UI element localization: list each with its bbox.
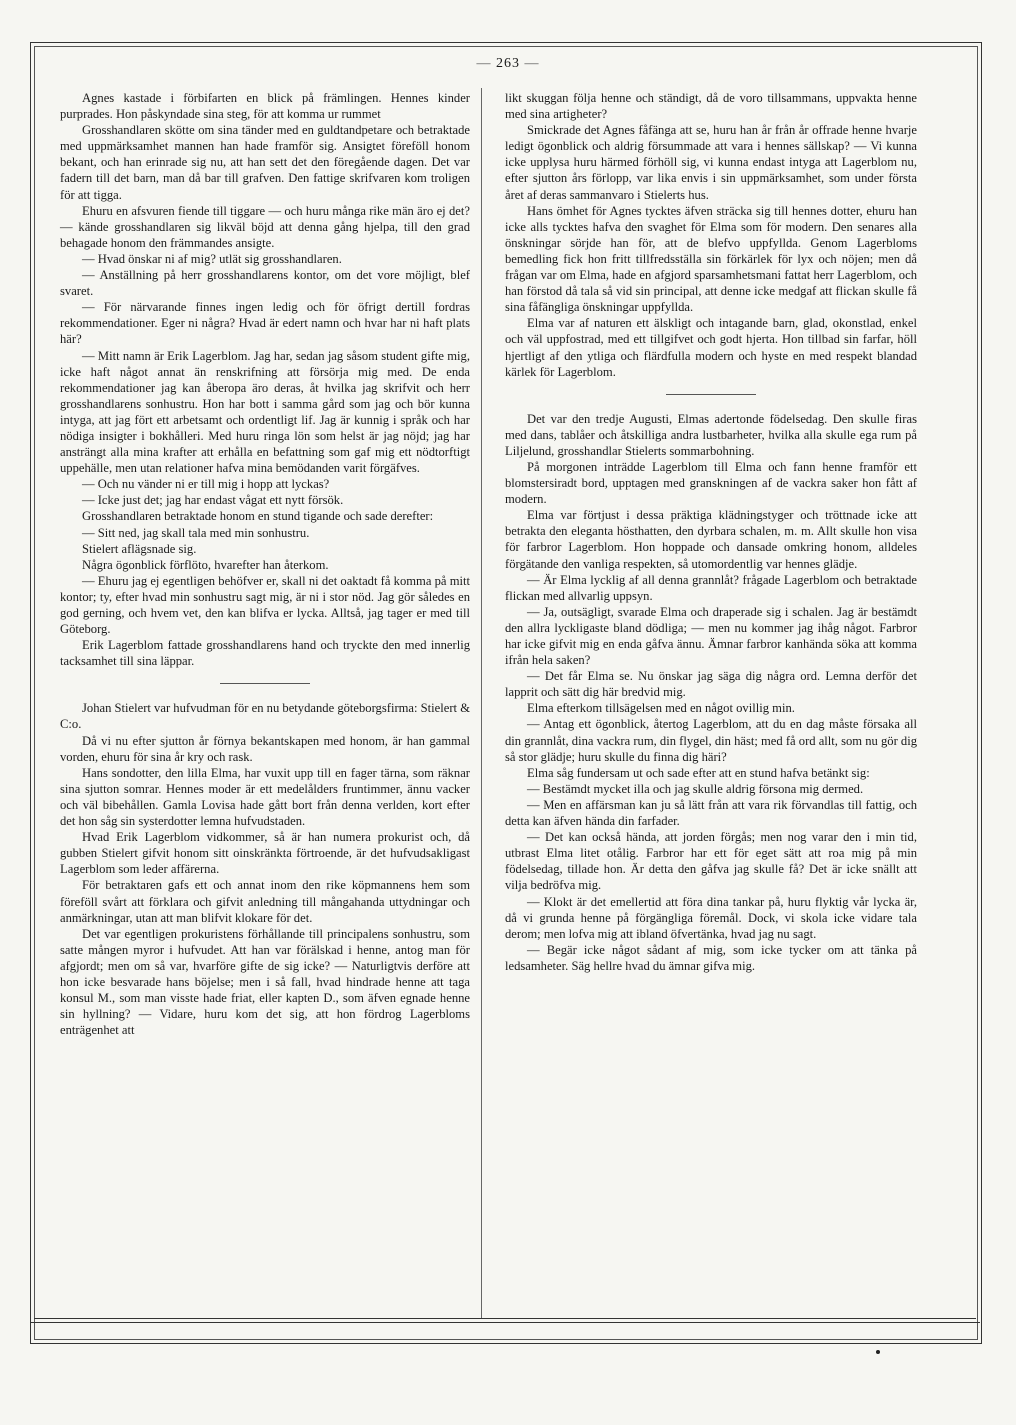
ink-speck: [876, 1350, 880, 1354]
paragraph: Grosshandlaren betraktade honom en stund tigande och sade derefter:: [82, 509, 434, 524]
paragraph: — Men en affärsman kan ju så lätt från att vara rik förvandlas till fattig, och detta kan äfven hända din farfader.: [505, 797, 917, 829]
page-number-dash-left: —: [476, 56, 496, 71]
right-column-section-1: [505, 90, 917, 380]
section-separator-right: [666, 394, 756, 395]
paragraph: — För närvarande finnes ingen ledig och för öfrigt dertill fordras rekommendationer. Eger ni några? Hvad är edert namn och hvar har ni haft plats här?: [60, 300, 470, 347]
paragraph: likt skuggan följa henne och ständigt, då de voro tillsammans, uppvakta henne med sina artigheter?: [505, 91, 917, 122]
paragraph: Agnes kastade i förbifarten en blick på främlingen. Hennes kinder purprades. Hon påskyndade sina steg, för att komma ur rummet: [60, 91, 470, 122]
paragraph: Stielert aflägsnade sig.: [82, 541, 197, 556]
paragraph: Erik Lagerblom fattade grosshandlarens hand och tryckte den med innerlig tacksamhet till sina läppar.: [60, 638, 470, 669]
left-column-section-2: [60, 700, 470, 1038]
paragraph: — Sitt ned, jag skall tala med min sonhustru.: [82, 525, 310, 540]
paragraph: — Hvad önskar ni af mig? utlät sig grosshandlaren.: [82, 251, 342, 266]
paragraph: Det var den tredje Augusti, Elmas adertonde födelsedag. Den skulle firas med dans, tablåer och åtskilliga andra lustbarheter, hvilka alla skulle ega rum på Liljelund, grosshandlar Stielerts sommarbohning.: [505, 411, 917, 458]
paragraph: Då vi nu efter sjutton år förnya bekantskapen med honom, är han gammal vorden, ehuru för sina år kry och rask.: [60, 733, 470, 764]
paragraph: För betraktaren gafs ett och annat inom den rike köpmannens hem som föreföll svårt att förklara och gifvit anledning till mångahanda uttydningar och anmärkningar, utan att man blifvit klokare för det.: [60, 878, 470, 925]
paragraph: — Begär icke något sådant af mig, som icke tycker om att tänka på ledsamheter. Säg hellre hvad du ämnar gifva mig.: [505, 942, 917, 973]
paragraph: Elma var af naturen ett älskligt och intagande barn, glad, okonstlad, enkel och väl uppfostrad, med ett tillgifvet och godt hjerta. Hon tillbad sin farfar, höll hjertligt af den ytliga och flärdfulla modern och hyste en med respekt blandad kärlek för Lagerblom.: [505, 316, 917, 379]
paragraph: Hans sondotter, den lilla Elma, har vuxit upp till en fager tärna, som räknar sina sjutton somrar. Hennes moder är ett medelålders fruntimmer, ännu vacker och väl bibehållen. Gamla Lovisa hade gått bort från denna verlden, kort efter det hon såg sin systerdotter lemna hufvudstaden.: [60, 765, 470, 829]
paragraph: Elma såg fundersam ut och sade efter att en stund hafva betänkt sig:: [527, 765, 870, 780]
paragraph: Det var egentligen prokuristens förhållande till principalens sonhustru, som satte mången myror i hufvudet. Att han var förälskad i henne, antog man för afgjordt; men om så var, hvarföre gifte de sig icke? — Naturligtvis derföre att hon icke besvarade hans böjelse; men i så fall, hvad hindrade henne att taga konsul M., som man visste hade friat, eller kapten D., som äfven egnade henne sin hyllning? — Vidare, huru kom det sig, att hon fördrog Lagerbloms enträgenhet att: [60, 926, 470, 1038]
right-column-section-2: [505, 411, 917, 974]
page-number: 263: [496, 56, 520, 71]
page-number-header: [0, 56, 1016, 72]
bottom-rule-outer: [30, 1322, 980, 1323]
paragraph: — Anställning på herr grosshandlarens kontor, om det vore möjligt, blef svaret.: [60, 268, 470, 299]
paragraph: Elma var förtjust i dessa präktiga klädningstyger och tröttnade icke att betrakta den eleganta hösthatten, den dyrbara schalen, m. m. Allt skulle hon visa för farbror Lagerblom. Hon hoppade och dansade omkring honom, alldeles förgätande den vanliga respekten, så utomordentlig var hennes glädje.: [505, 508, 917, 571]
paragraph: — Klokt är det emellertid att föra dina tankar på, huru flyktig vår lycka är, då vi grunda henne på förgängliga föremål. Dock, vi skola icke vidare tala derom; men lofva mig att ibland öfvertänka, hvad jag nu sagt.: [505, 894, 917, 941]
paragraph: Hvad Erik Lagerblom vidkommer, så är han numera prokurist och, då gubben Stielert gifvit honom sitt oinskränkta förtroende, är det hufvudsakligast Lagerblom som leder affärerna.: [60, 830, 470, 877]
bottom-rule: [34, 1318, 976, 1319]
paragraph: Elma efterkom tillsägelsen med en något ovillig min.: [527, 701, 795, 716]
paragraph: — Det kan också hända, att jorden förgås; men nog varar den i min tid, utbrast Elma litet otålig. Farbror har ett för eget sätt att roa mig på min födelsedag, tillade hon. Är detta den gåfva jag skulle få? Det är icke snällt att vilja bedröfva mig.: [505, 830, 917, 893]
page-number-dash-right: —: [520, 56, 540, 71]
paragraph: Johan Stielert var hufvudman för en nu betydande göteborgsfirma: Stielert & C:o.: [60, 701, 470, 732]
paragraph: — Ehuru jag ej egentligen behöfver er, skall ni det oaktadt få komma på mitt kontor; ty, efter hvad min sonhustru sagt mig, är ni i stor nöd. Jag gör således en god gerning, och hvem vet, den kan blifva er lycka. Alltså, jag tager er med till Göteborg.: [60, 573, 470, 637]
paragraph: — Är Elma lycklig af all denna grannlåt? frågade Lagerblom och betraktade flickan med allvarlig uppsyn.: [505, 572, 917, 603]
paragraph: — Icke just det; jag har endast vågat ett nytt försök.: [82, 493, 344, 508]
paragraph: Några ögonblick förflöto, hvarefter han återkom.: [82, 557, 329, 572]
paragraph: På morgonen inträdde Lagerblom till Elma och fann henne framför ett blomstersiradt bord, upptagen med granskningen af de vackra saker hon fått af modern.: [505, 459, 917, 507]
right-column: [505, 90, 917, 974]
paragraph: Smickrade det Agnes fåfänga att se, huru han år från år offrade henne hvarje ledigt ögonblick och aldrig försummade att vara i hennes sällskap? — Vi kunna icke upplysa huru härmed förhöll sig, vi kunna endast intyga att Lagerblom nu, efter sjutton års förlopp, var lika envis i sin uppmärksamhet, som under första året af deras sammanvaro i Stielerts hus.: [505, 123, 917, 202]
section-separator-left: [220, 683, 310, 684]
column-divider: [481, 88, 482, 1318]
paragraph: — Mitt namn är Erik Lagerblom. Jag har, sedan jag såsom student gifte mig, icke haft något annat än renskrifning att försörja mig med. De enda rekommendationer jag kan åberopa äro deras, åt hvilka jag skrifvit och herr grosshandlarens sonhustru. Hon har bott i samma gård som jag och bör kunna intyga, att jag fört ett arbetsamt och ordentligt lif. Jag är kunnig i språk och har nödiga insigter i bokhålleri. Med huru ringa lön som helst är jag nöjd; jag har ansträngt alla mina krafter att erhålla en befattning som gaf mig ett nödtorftigt uppehälle, men utan relationer hafva mina bemödanden varit förgäfves.: [60, 348, 470, 476]
left-column-section-1: [60, 90, 470, 669]
paragraph: — Och nu vänder ni er till mig i hopp att lyckas?: [82, 477, 330, 492]
left-column: [60, 90, 470, 1038]
paragraph: — Bestämdt mycket illa och jag skulle aldrig försona mig dermed.: [527, 781, 864, 796]
paragraph: — Det får Elma se. Nu önskar jag säga dig några ord. Lemna derför det lapprit och sätt dig här bredvid mig.: [505, 669, 917, 700]
paragraph: — Ja, outsägligt, svarade Elma och draperade sig i schalen. Jag är bestämdt den allra lyckligaste bland dödliga; — men nu kommer jag ihåg något. Farbror har icke gifvit mig en enda gåfva ännu. Ämnar farbror kanhända söka att komma ifrån hela saken?: [505, 604, 917, 668]
paragraph: Grosshandlaren skötte om sina tänder med en guldtandpetare och betraktade med uppmärksamhet mannen han hade framför sig. Ansigtet föreföll honom bekant, och han erinrade sig nu, att han sett det den föregående dagen. Det var fadern till det barn, man då bar till grafven. Den fattige skrifvaren kom troligen för att tigga.: [60, 123, 470, 202]
paragraph: — Antag ett ögonblick, återtog Lagerblom, att du en dag måste försaka all din grannlåt, dina vackra rum, din flygel, din häst; med få ord allt, som nu gör dig så stor glädje; huru skulle du finna dig häri?: [505, 717, 918, 764]
paragraph: Hans ömhet för Agnes tycktes äfven sträcka sig till hennes dotter, ehuru han icke alls tycktes hafva den svaghet för Elma som för modern. Den senares alla önskningar sörjde han för, att de blefvo uppfyllda. Genom Lagerbloms bemedling fick hon fritt tillfredsställa sin förkärlek för lyx och nöjen; men då frågan var om Elma, hade en afgjord sparsamhetsmani fattat herr Lagerblom, och han förstod då tala så vid sin principal, att denne icke medgaf att flickan skulle få sina fåfängliga önskningar uppfyllda.: [505, 203, 917, 315]
paragraph: Ehuru en afsvuren fiende till tiggare — och huru många rike män äro ej det? — kände grosshandlaren sig likväl böjd att denna gång hjelpa, till den grad behagade honom den främmandes ansigte.: [60, 203, 470, 250]
